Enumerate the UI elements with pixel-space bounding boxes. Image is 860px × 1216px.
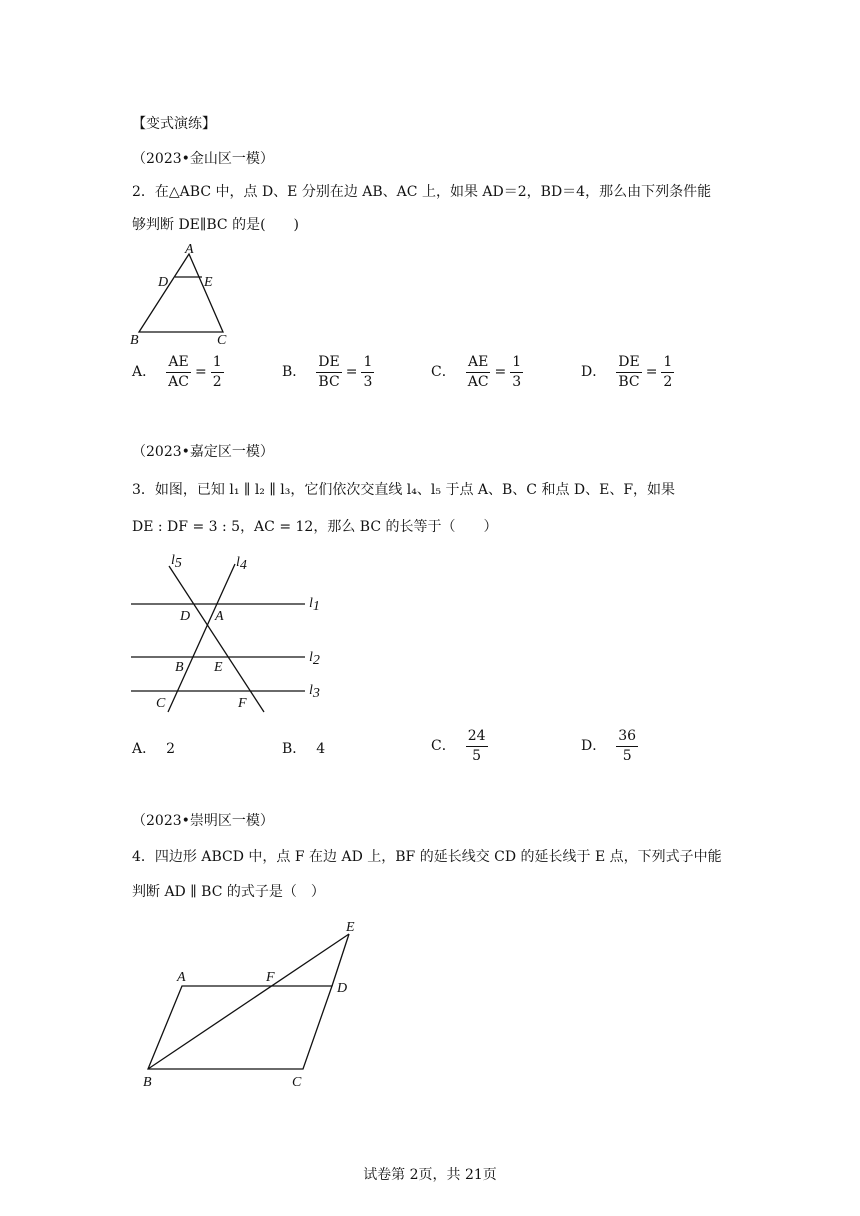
label-a: A [215, 609, 224, 624]
label-c: C [156, 696, 166, 711]
label-b: B [175, 660, 184, 675]
label-e: E [204, 275, 213, 290]
label-l5: l5 [171, 553, 182, 571]
label-l4: l4 [236, 555, 247, 573]
q3-option-a[interactable]: A． 2 [132, 741, 176, 757]
q2-option-b[interactable]: B． $\frac{DE}{BC}$ = $\frac{1}{3}$ [282, 354, 373, 390]
label-f: F [266, 970, 275, 985]
q2-option-d[interactable]: D． $\frac{DE}{BC}$ = $\frac{1}{2}$ [581, 354, 673, 390]
label-d: D [337, 981, 348, 996]
triangle-abc [139, 254, 223, 332]
label-a: A [177, 970, 186, 985]
label-c: C [292, 1075, 302, 1090]
label-d: D [158, 275, 169, 290]
label-b: B [143, 1075, 152, 1090]
q2-option-c[interactable]: C． $\frac{AE}{AC}$ = $\frac{1}{3}$ [431, 354, 522, 390]
q2-triangle-figure [125, 240, 240, 348]
q4-quadrilateral-figure [135, 915, 375, 1095]
label-l2: l2 [309, 650, 320, 668]
q3-text-line1: 3．如图，已知 l₁ ∥ l₂ ∥ l₃，它们依次交直线 l₄、l₅ 于点 A、B、C 和点 D、E、F，如果 [132, 482, 676, 498]
page-footer: 试卷第 2页，共 21页 [363, 1167, 497, 1183]
q4-source: （2023•崇明区一模） [132, 813, 274, 829]
q3-text-line2: DE : DF = 3 : 5，AC = 12，那么 BC 的长等于（ ） [132, 519, 498, 535]
label-e: E [214, 660, 223, 675]
line-l5 [169, 566, 264, 712]
line-l4 [168, 564, 235, 712]
label-d: D [180, 609, 191, 624]
label-l1: l1 [309, 596, 320, 614]
q3-source: （2023•嘉定区一模） [132, 444, 274, 460]
q2-option-a[interactable]: A． $\frac{AE}{AC}$ = $\frac{1}{2}$ [132, 354, 222, 390]
q2-text-line1: 2．在△ABC 中，点 D、E 分别在边 AB、AC 上，如果 AD＝2，BD＝4，那么由下列条件能 [132, 184, 712, 200]
segment-be [148, 934, 349, 1069]
q4-text-line1: 4．四边形 ABCD 中，点 F 在边 AD 上，BF 的延长线交 CD 的延长线于 E 点，下列式子中能 [132, 849, 722, 865]
segment-de [332, 934, 349, 986]
label-l3: l3 [309, 683, 320, 701]
q2-text-line2: 够判断 DE∥BC 的是( ) [132, 217, 299, 233]
label-a: A [185, 242, 194, 257]
label-e: E [346, 920, 355, 935]
section-title: 【变式演练】 [132, 116, 216, 132]
label-f: F [238, 696, 247, 711]
q4-text-line2: 判断 AD ∥ BC 的式子是（ ） [132, 884, 325, 900]
label-b: B [130, 333, 139, 348]
q3-option-d[interactable]: D． $\frac{36}{5}$ [581, 728, 637, 764]
q3-parallel-lines-figure [125, 550, 340, 720]
quadrilateral-abcd [148, 986, 332, 1069]
label-c: C [217, 333, 227, 348]
q2-source: （2023•金山区一模） [132, 151, 274, 167]
q3-option-c[interactable]: C． $\frac{24}{5}$ [431, 728, 486, 764]
q3-option-b[interactable]: B． 4 [282, 741, 326, 757]
